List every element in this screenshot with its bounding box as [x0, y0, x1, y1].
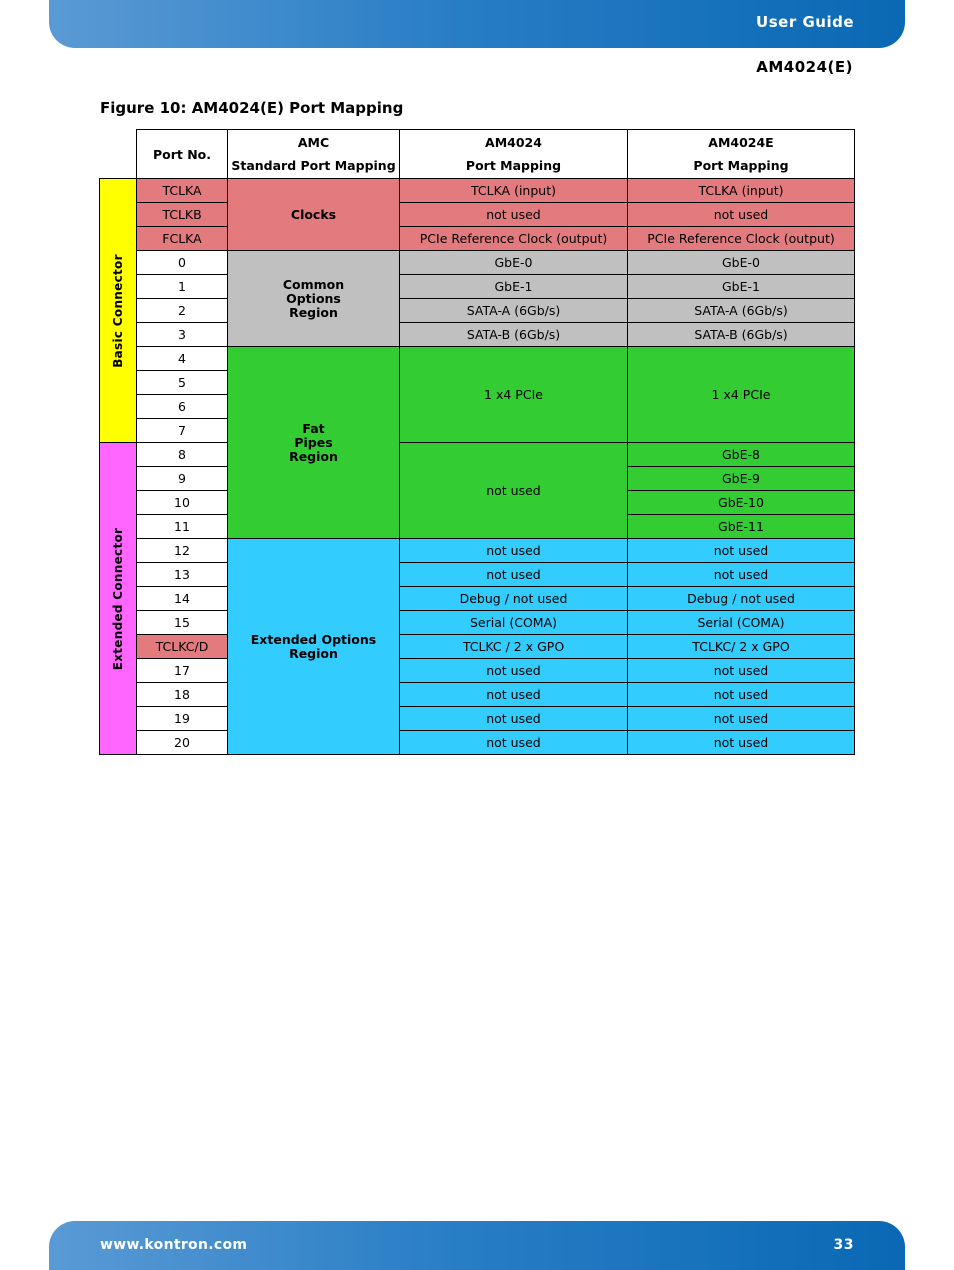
am4024e-cell: GbE-8: [628, 443, 855, 467]
am4024-cell: GbE-0: [400, 251, 628, 275]
header-am4024-line2: Port Mapping: [465, 158, 562, 173]
am4024e-fat-pcie: 1 x4 PCIe: [628, 347, 855, 443]
am4024-cell: not used: [400, 731, 628, 755]
port-cell: 6: [137, 395, 228, 419]
region-fat-line3: Region: [289, 448, 338, 464]
port-cell: 3: [137, 323, 228, 347]
table-row: [100, 635, 855, 659]
port-cell: 11: [137, 515, 228, 539]
port-cell: TCLKB: [137, 203, 228, 227]
port-cell: 8: [137, 443, 228, 467]
region-extended-options: [228, 539, 400, 755]
am4024e-cell: TCLKC/ 2 x GPO: [628, 635, 855, 659]
footer-url-link[interactable]: www.kontron.com: [100, 1237, 248, 1253]
table-row: [100, 659, 855, 683]
am4024e-cell: not used: [628, 563, 855, 587]
port-cell: 12: [137, 539, 228, 563]
am4024-cell: TCLKA (input): [400, 179, 628, 203]
region-fat-line2: Pipes: [294, 434, 333, 450]
am4024-cell: SATA-A (6Gb/s): [400, 299, 628, 323]
am4024-cell: Debug / not used: [400, 587, 628, 611]
am4024e-cell: not used: [628, 683, 855, 707]
table-row: [100, 275, 855, 299]
table-row: [100, 587, 855, 611]
am4024e-cell: GbE-0: [628, 251, 855, 275]
port-mapping-table: [99, 129, 855, 755]
am4024-cell: TCLKC / 2 x GPO: [400, 635, 628, 659]
header-am4024-line1: AM4024: [485, 135, 542, 150]
port-cell: 9: [137, 467, 228, 491]
port-cell: 2: [137, 299, 228, 323]
product-name: AM4024(E): [756, 58, 853, 76]
table-row: [100, 299, 855, 323]
am4024-cell: not used: [400, 683, 628, 707]
port-cell: TCLKA: [137, 179, 228, 203]
region-clocks: Clocks: [228, 179, 400, 251]
header-amc-line1: AMC: [297, 135, 330, 150]
am4024e-cell: GbE-1: [628, 275, 855, 299]
am4024e-cell: GbE-11: [628, 515, 855, 539]
extended-connector-label: Extended Connector: [111, 527, 125, 670]
header-am4024e-line1: AM4024E: [708, 135, 774, 150]
table-row: [100, 203, 855, 227]
am4024-cell: SATA-B (6Gb/s): [400, 323, 628, 347]
am4024e-cell: not used: [628, 203, 855, 227]
port-cell: 17: [137, 659, 228, 683]
am4024-fat-unused: not used: [400, 443, 628, 539]
header-am4024: [400, 130, 628, 179]
table-row: [100, 251, 855, 275]
table-row: [100, 323, 855, 347]
port-cell: 10: [137, 491, 228, 515]
port-cell: 14: [137, 587, 228, 611]
table-row: [100, 539, 855, 563]
region-common-line3: Region: [289, 304, 338, 320]
region-common-line2: Options: [286, 290, 341, 306]
port-cell: 1: [137, 275, 228, 299]
extended-connector-cell: [100, 443, 137, 755]
port-cell: 19: [137, 707, 228, 731]
header-am4024e-line2: Port Mapping: [693, 158, 789, 173]
port-cell: 18: [137, 683, 228, 707]
am4024e-cell: not used: [628, 707, 855, 731]
am4024e-cell: TCLKA (input): [628, 179, 855, 203]
header-blank-cell: [100, 130, 137, 179]
am4024e-cell: PCIe Reference Clock (output): [628, 227, 855, 251]
region-common-line1: Common: [282, 276, 345, 292]
table-row: [100, 563, 855, 587]
am4024e-cell: not used: [628, 731, 855, 755]
am4024e-cell: SATA-A (6Gb/s): [628, 299, 855, 323]
am4024e-cell: not used: [628, 539, 855, 563]
table-row: [100, 179, 855, 203]
am4024e-cell: Debug / not used: [628, 587, 855, 611]
am4024e-cell: GbE-10: [628, 491, 855, 515]
footer-banner: [49, 1221, 905, 1270]
region-extended-line1: Extended Options: [250, 631, 377, 647]
am4024-cell: GbE-1: [400, 275, 628, 299]
port-cell: 20: [137, 731, 228, 755]
table-header-row: [100, 130, 855, 179]
am4024e-cell: SATA-B (6Gb/s): [628, 323, 855, 347]
port-cell: FCLKA: [137, 227, 228, 251]
region-fat-pipes: [228, 347, 400, 539]
table-row: [100, 443, 855, 467]
region-extended-line2: Region: [289, 645, 338, 661]
header-amc: [228, 130, 400, 179]
region-common-options: [228, 251, 400, 347]
section-title: User Guide: [756, 13, 854, 31]
table-row: [100, 611, 855, 635]
table-row: [100, 347, 855, 371]
am4024-cell: not used: [400, 659, 628, 683]
header-banner: [49, 0, 905, 48]
table-row: [100, 707, 855, 731]
port-cell: TCLKC/D: [137, 635, 228, 659]
header-amc-line2: Standard Port Mapping: [231, 158, 396, 173]
am4024e-cell: GbE-9: [628, 467, 855, 491]
am4024-cell: PCIe Reference Clock (output): [400, 227, 628, 251]
port-cell: 7: [137, 419, 228, 443]
am4024e-cell: not used: [628, 659, 855, 683]
am4024-cell: not used: [400, 563, 628, 587]
figure-title: Figure 10: AM4024(E) Port Mapping: [100, 99, 404, 117]
am4024-fat-pcie: 1 x4 PCIe: [400, 347, 628, 443]
am4024e-cell: Serial (COMA): [628, 611, 855, 635]
basic-connector-cell: [100, 179, 137, 443]
am4024-cell: not used: [400, 707, 628, 731]
port-cell: 13: [137, 563, 228, 587]
am4024-cell: not used: [400, 203, 628, 227]
port-cell: 15: [137, 611, 228, 635]
am4024-cell: not used: [400, 539, 628, 563]
table-row: [100, 683, 855, 707]
port-cell: 0: [137, 251, 228, 275]
am4024-cell: Serial (COMA): [400, 611, 628, 635]
table-row: [100, 227, 855, 251]
region-fat-line1: Fat: [302, 420, 325, 436]
header-am4024e: [628, 130, 855, 179]
table-row: [100, 731, 855, 755]
basic-connector-label: Basic Connector: [111, 253, 125, 368]
port-cell: 5: [137, 371, 228, 395]
port-cell: 4: [137, 347, 228, 371]
page-number: 33: [833, 1237, 854, 1253]
header-port-no: Port No.: [137, 130, 228, 179]
